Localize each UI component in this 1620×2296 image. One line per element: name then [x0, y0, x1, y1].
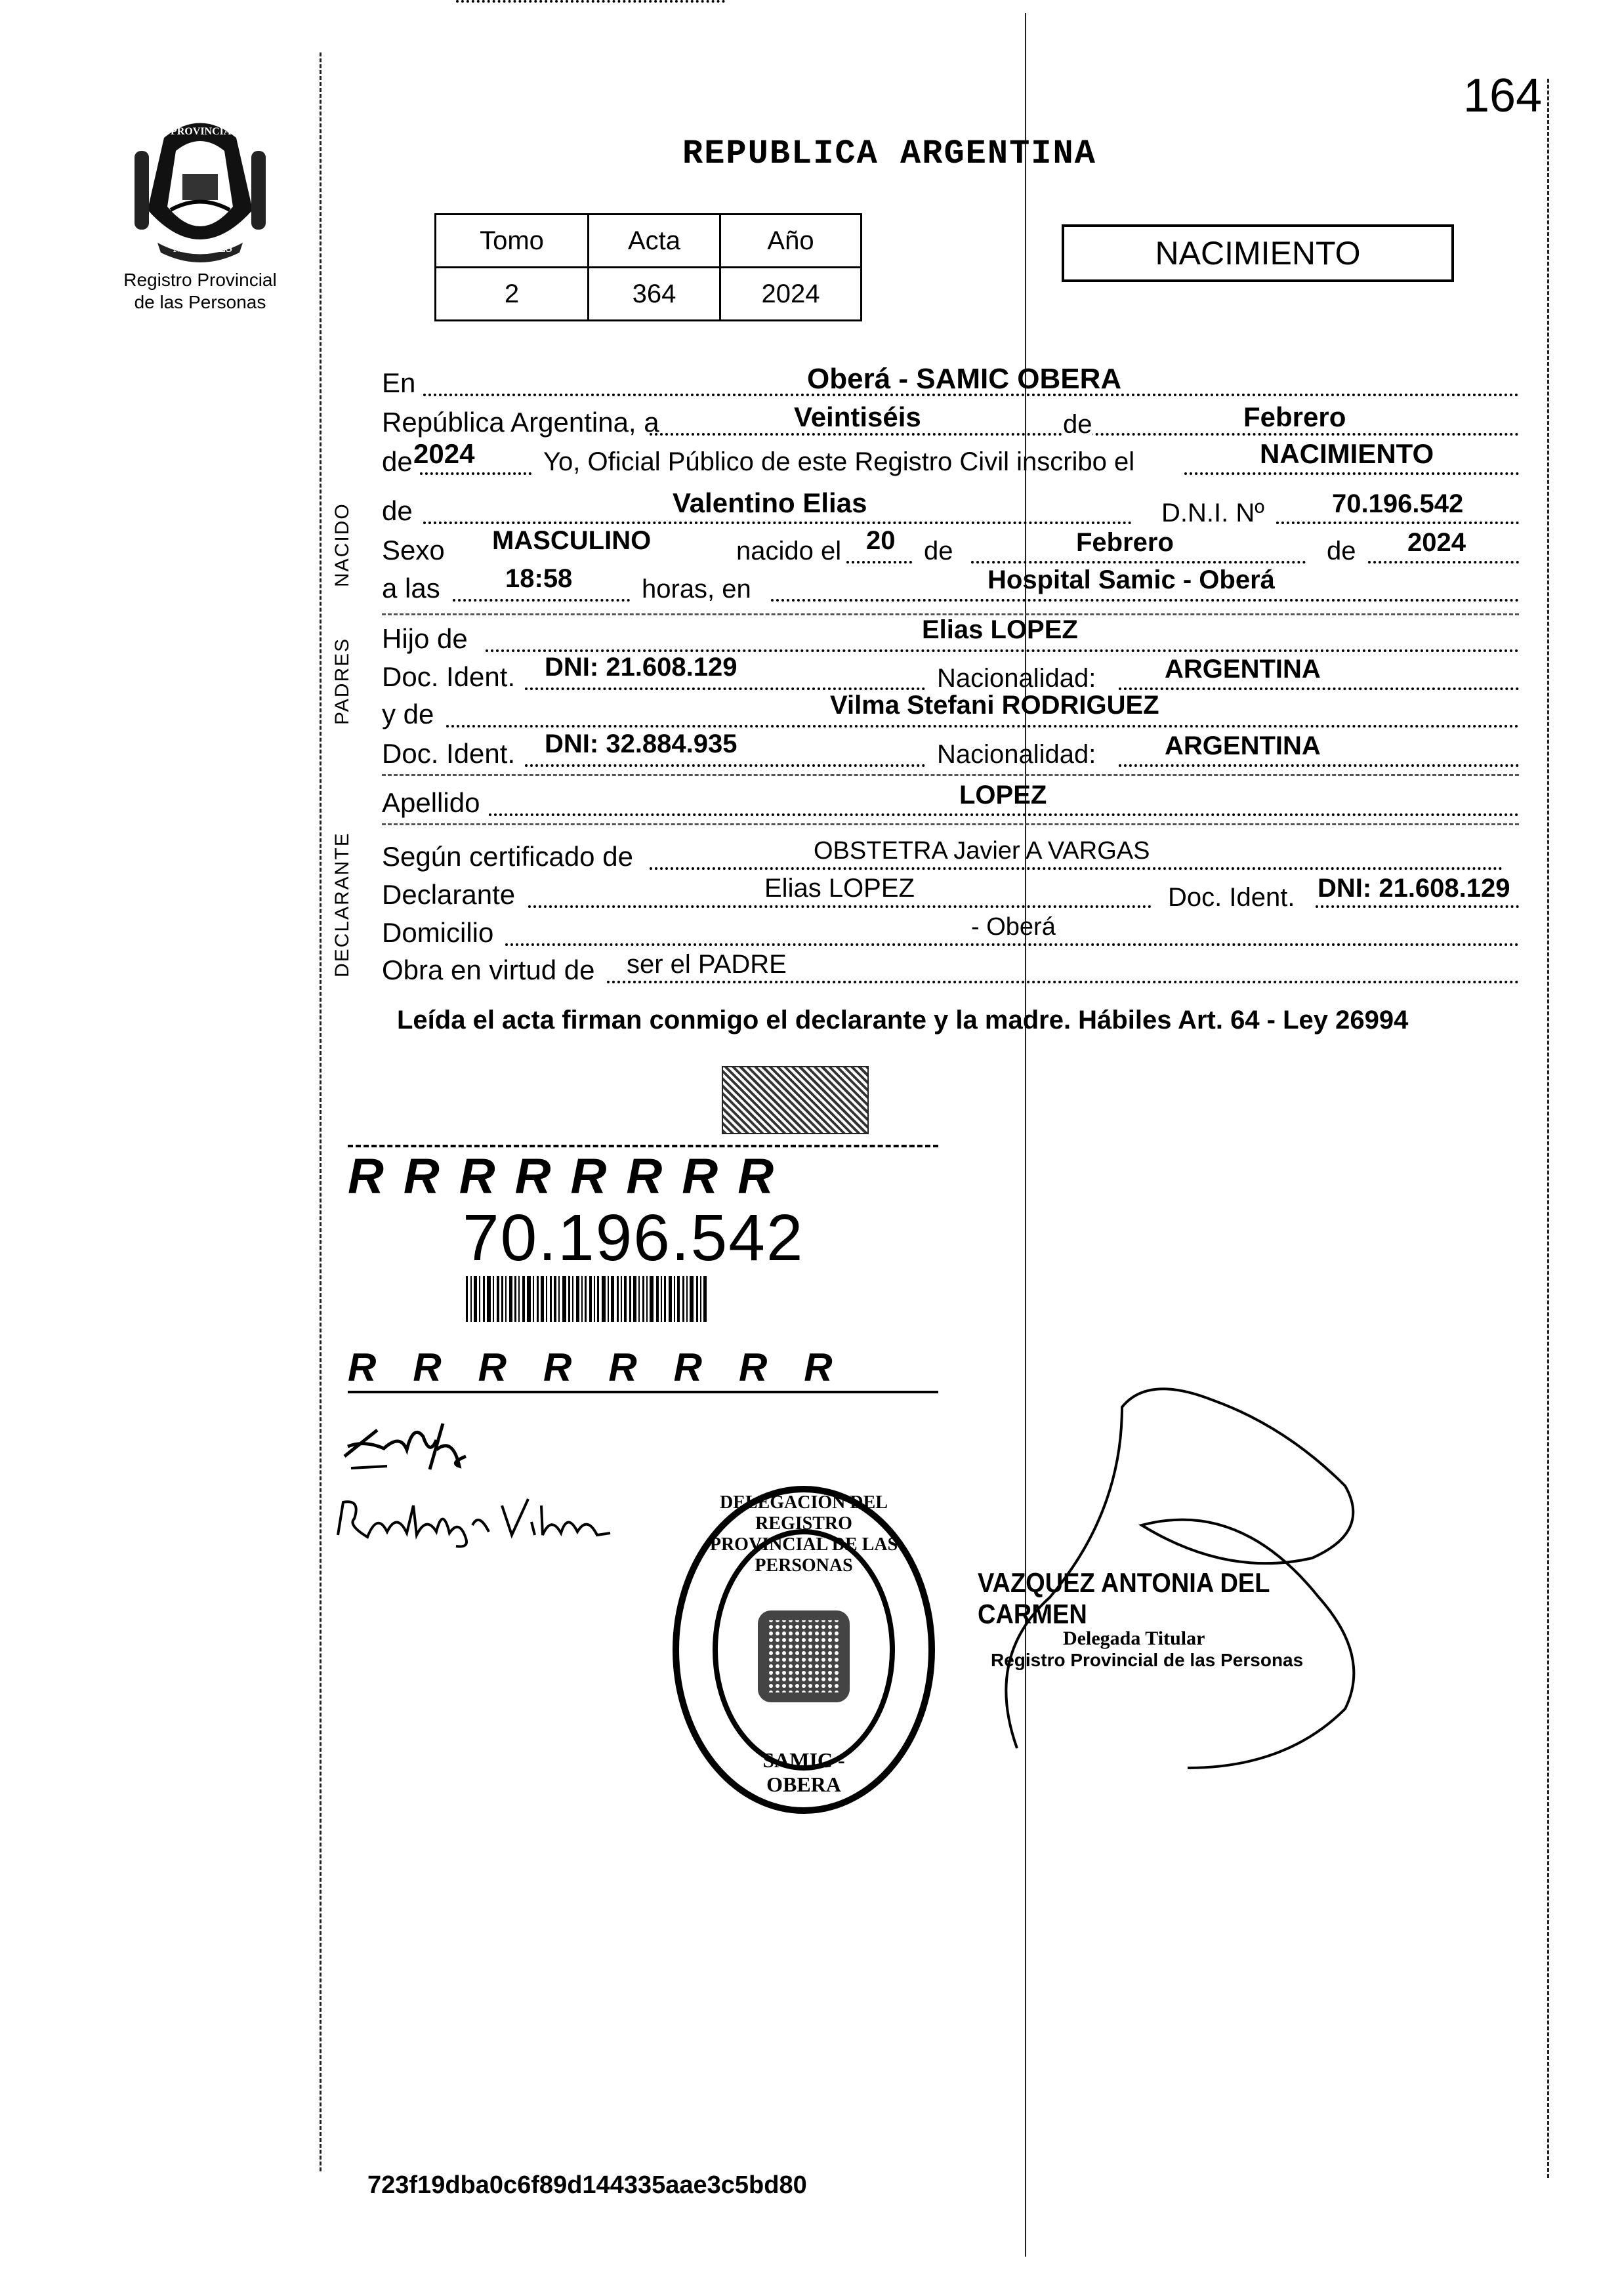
barcode — [466, 1276, 781, 1322]
center-fold-line — [1025, 13, 1026, 2257]
official-name: VAZQUEZ ANTONIA DEL CARMEN — [978, 1568, 1270, 1630]
seal-bottom-text: SAMIC - OBERA — [762, 1748, 845, 1796]
oficial-text: Yo, Oficial Público de este Registro Civil inscribo el — [543, 447, 1135, 476]
madre-dots — [446, 725, 1519, 728]
declarante-dots — [528, 905, 1152, 908]
certificado-value: OBSTETRA Javier A VARGAS — [814, 837, 1150, 865]
declarante-dni-dots — [1316, 905, 1519, 908]
nacido-mes: Febrero — [1076, 528, 1174, 557]
declarante-doc-label: Doc. Ident. — [1168, 883, 1295, 912]
mes-nac-dots — [971, 561, 1306, 564]
padre-nac-dots — [1119, 687, 1519, 690]
madre-nac-dots — [1119, 764, 1519, 767]
nombre-value: Valentino Elias — [673, 487, 867, 518]
madre-doc-dots — [525, 764, 925, 767]
acta-value: 364 — [589, 268, 720, 321]
section-divider-3 — [382, 823, 1519, 825]
en-value: Oberá - SAMIC OBERA — [807, 363, 1122, 395]
anio-value: 2024 — [413, 438, 475, 469]
nacido-dia: 20 — [866, 526, 896, 555]
dni-label: D.N.I. Nº — [1161, 499, 1264, 527]
nacido-anio: 2024 — [1407, 528, 1466, 557]
sexo-dots — [456, 0, 725, 3]
obra-value: ser el PADRE — [627, 950, 787, 979]
madre-nac: ARGENTINA — [1165, 731, 1321, 760]
apellido-value: LOPEZ — [959, 781, 1047, 810]
security-strip-bottom: RRRRRRRR — [348, 1345, 938, 1393]
mes-value: Febrero — [1243, 401, 1346, 432]
signature-madre — [331, 1486, 613, 1551]
padre-dots — [486, 649, 1519, 652]
registry-line-2: de las Personas — [134, 292, 266, 312]
de-label-3: de — [382, 495, 413, 526]
anio-header: Año — [720, 215, 862, 268]
padre-doc-dots — [525, 687, 925, 690]
certificado-dots — [650, 867, 1503, 870]
padre-nac: ARGENTINA — [1165, 655, 1321, 684]
dia-nac-dots — [846, 561, 912, 564]
de-label-5: de — [1327, 537, 1356, 565]
madre-dni: DNI: 32.884.935 — [545, 729, 737, 758]
section-divider-2 — [382, 774, 1519, 776]
left-margin-line — [320, 52, 322, 2171]
hijo-de-label: Hijo de — [382, 623, 468, 654]
signature-declarante — [338, 1410, 482, 1483]
seal-ring-text: DELEGACIÓN DEL REGISTRO PROVINCIAL DE LAS PERSONAS — [709, 1492, 898, 1576]
domicilio-label: Domicilio — [382, 917, 494, 948]
record-type-box: NACIMIENTO — [1062, 224, 1454, 282]
security-strip-top: RRRRRRRR — [348, 1145, 938, 1206]
dia-value: Veintiséis — [794, 401, 921, 432]
apellido-label: Apellido — [382, 787, 480, 818]
anio-nac-dots — [1368, 561, 1519, 564]
logo-text-bottom: MISIONES — [173, 241, 233, 255]
official-title: Delegada Titular — [1063, 1628, 1205, 1649]
tipo-value: NACIMIENTO — [1260, 438, 1434, 469]
tomo-value: 2 — [436, 268, 589, 321]
de-label-1: de — [1063, 410, 1092, 439]
republica-label: República Argentina, a — [382, 407, 659, 438]
official-seal — [669, 1479, 938, 1820]
declarante-dni: DNI: 21.608.129 — [1318, 874, 1510, 903]
dni-dots — [1276, 522, 1519, 524]
padre-dni: DNI: 21.608.129 — [545, 653, 737, 682]
right-margin-line — [1547, 79, 1549, 2178]
document-title: REPUBLICA ARGENTINA — [682, 134, 1096, 173]
apellido-dots — [489, 813, 1519, 816]
tomo-header: Tomo — [436, 215, 589, 268]
registry-line-1: Registro Provincial — [123, 270, 277, 290]
record-table — [434, 213, 862, 321]
page-number: 164 — [1463, 70, 1543, 122]
padre-nac-label: Nacionalidad: — [937, 664, 1096, 693]
nombre-dots — [423, 522, 1132, 524]
hora-dots — [453, 599, 630, 602]
document-hash: 723f19dba0c6f89d144335aae3c5bd80 — [367, 2171, 807, 2199]
hora-value: 18:58 — [505, 564, 573, 593]
dni-value: 70.196.542 — [1332, 489, 1464, 518]
lugar-value: Hospital Samic - Oberá — [987, 565, 1275, 594]
de-label-4: de — [924, 537, 953, 565]
madre-doc-label: Doc. Ident. — [382, 738, 516, 769]
side-label-declarante: DECLARANTE — [331, 832, 353, 977]
acta-header: Acta — [589, 215, 720, 268]
security-hologram — [722, 1066, 869, 1134]
padre-value: Elias LOPEZ — [922, 615, 1078, 644]
sexo-value: MASCULINO — [492, 526, 652, 555]
en-label: En — [382, 367, 416, 398]
side-label-padres: PADRES — [331, 637, 353, 725]
declarante-label: Declarante — [382, 879, 516, 910]
a-las-label: a las — [382, 573, 440, 604]
side-label-nacido: NACIDO — [331, 502, 353, 587]
province-logo — [125, 112, 276, 269]
official-office: Registro Provincial de las Personas — [991, 1650, 1304, 1670]
obra-label: Obra en virtud de — [382, 954, 595, 985]
official-stamp — [978, 1568, 1345, 1671]
declarante-value: Elias LOPEZ — [764, 874, 915, 903]
registry-label — [98, 269, 302, 314]
nacido-el-label: nacido el — [736, 537, 842, 565]
anio-value: 2024 — [720, 268, 862, 321]
closing-text: Leída el acta firman conmigo el declarante y la madre. Hábiles Art. 64 - Ley 26994 — [397, 1006, 1409, 1035]
certificado-label: Según certificado de — [382, 841, 633, 872]
lugar-dots — [771, 599, 1519, 602]
obra-dots — [607, 981, 1519, 983]
y-de-label: y de — [382, 699, 434, 729]
tipo-dots — [1184, 472, 1519, 475]
anio-dots — [420, 472, 531, 475]
domicilio-value: - Oberá — [971, 913, 1056, 941]
barcode-number: 70.196.542 — [463, 1201, 804, 1275]
sexo-label: Sexo — [382, 535, 445, 565]
madre-nac-label: Nacionalidad: — [937, 740, 1096, 769]
madre-value: Vilma Stefani RODRIGUEZ — [830, 691, 1159, 720]
padre-doc-label: Doc. Ident. — [382, 661, 516, 692]
domicilio-dots — [505, 943, 1519, 946]
logo-text-top: PROVINCIA DE — [171, 126, 248, 137]
horas-en-label: horas, en — [642, 575, 751, 604]
de-label-2: de — [382, 446, 413, 477]
